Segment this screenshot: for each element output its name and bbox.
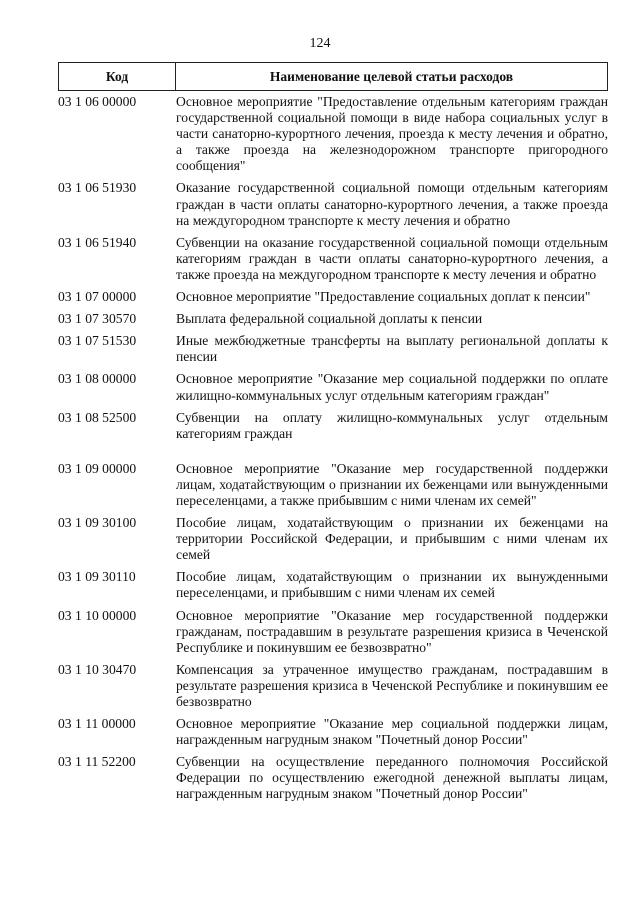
- expense-table: [58, 62, 608, 809]
- table-header: [58, 62, 608, 91]
- row-code: 03 1 06 51930: [58, 180, 137, 196]
- table-row: [58, 608, 608, 656]
- row-code: 03 1 10 30470: [58, 661, 137, 677]
- row-name: Основное мероприятие "Оказание мер государственной поддержки лицам, ходатайствующим о признании их беженцами или вынужденными переселенцами, а также прибывшим с ними членам их семей": [176, 460, 608, 508]
- row-code: 03 1 08 00000: [58, 371, 137, 387]
- row-name: Субвенции на оказание государственной социальной помощи отдельным категориям граждан в части оплаты санаторно-курортного лечения, а также проезда на междугородном транспорте к месту лечения и обратно: [176, 234, 608, 282]
- table-row: [58, 461, 608, 509]
- table-body: [58, 94, 608, 803]
- row-name: Основное мероприятие "Предоставление социальных доплат к пенсии": [176, 289, 591, 305]
- row-name: Пособие лицам, ходатайствующим о признании их беженцами на территории Российской Федерации, и прибывшим с ними членам их семей: [176, 515, 608, 563]
- row-code: 03 1 07 30570: [58, 311, 137, 327]
- row-name: Оказание государственной социальной помощи отдельным категориям граждан в части оплаты санаторно-курортного лечения, а также проезда на междугородном транспорте к месту лечения и обратно: [176, 180, 608, 228]
- row-code: 03 1 09 30110: [58, 569, 136, 585]
- table-row: [58, 716, 608, 748]
- table-row: [58, 180, 608, 228]
- table-row: [58, 333, 608, 365]
- row-code: 03 1 09 00000: [58, 460, 137, 476]
- row-code: 03 1 06 00000: [58, 94, 137, 109]
- row-code: 03 1 11 52200: [58, 754, 136, 770]
- table-row: [58, 662, 608, 710]
- table-row: [58, 754, 608, 802]
- row-code: 03 1 11 00000: [58, 716, 136, 732]
- row-code: 03 1 08 52500: [58, 409, 137, 425]
- row-code: 03 1 07 51530: [58, 333, 137, 349]
- row-code: 03 1 07 00000: [58, 289, 137, 305]
- row-code: 03 1 09 30100: [58, 515, 137, 531]
- row-name: Компенсация за утраченное имущество гражданам, пострадавшим в результате разрешения кризиса в Чеченской Республике и покинувшим ее безвозвратно: [176, 661, 608, 709]
- table-row: [58, 235, 608, 283]
- row-name: Основное мероприятие "Оказание мер государственной поддержки гражданам, пострадавшим в результате разрешения кризиса в Чеченской Республике и покинувшим ее безвозвратно": [176, 607, 608, 655]
- table-row: [58, 289, 608, 305]
- header-code: Код: [59, 63, 176, 90]
- row-name: Основное мероприятие "Оказание мер социальной поддержки по оплате жилищно-коммунальных услуг отдельным категориям граждан": [176, 371, 608, 403]
- row-name: Основное мероприятие "Оказание мер социальной поддержки лицам, награжденным нагрудным знаком "Почетный донор России": [176, 716, 608, 748]
- row-name: Иные межбюджетные трансферты на выплату региональной доплаты к пенсии: [176, 333, 608, 365]
- row-name: Выплата федеральной социальной доплаты к пенсии: [176, 311, 483, 327]
- table-row: [58, 569, 608, 601]
- row-code: 03 1 10 00000: [58, 607, 137, 623]
- table-row: [58, 371, 608, 403]
- table-row: [58, 410, 608, 442]
- table-row: [58, 94, 608, 174]
- table-row: [58, 515, 608, 563]
- header-name: Наименование целевой статьи расходов: [269, 69, 514, 84]
- row-name: Субвенции на оплату жилищно-коммунальных услуг отдельным категориям граждан: [176, 409, 608, 441]
- row-code: 03 1 06 51940: [58, 234, 137, 250]
- page-number: 124: [309, 36, 331, 51]
- row-name: Основное мероприятие "Предоставление отдельным категориям граждан государственной социальной помощи в виде набора социальных услуг в части санаторно-курортного лечения, проезда к месту лечения и обратно, а также проезда на железнодорожном транспорте пригородного сообщения": [176, 94, 608, 174]
- row-name: Субвенции на осуществление переданного полномочия Российской Федерации по осуществлению ежегодной денежной выплаты лицам, награжденным нагрудным знаком "Почетный донор России": [176, 754, 608, 802]
- table-row: [58, 311, 608, 327]
- row-name: Пособие лицам, ходатайствующим о признании их вынужденными переселенцами, и прибывшим с ними членам их семей: [176, 569, 608, 601]
